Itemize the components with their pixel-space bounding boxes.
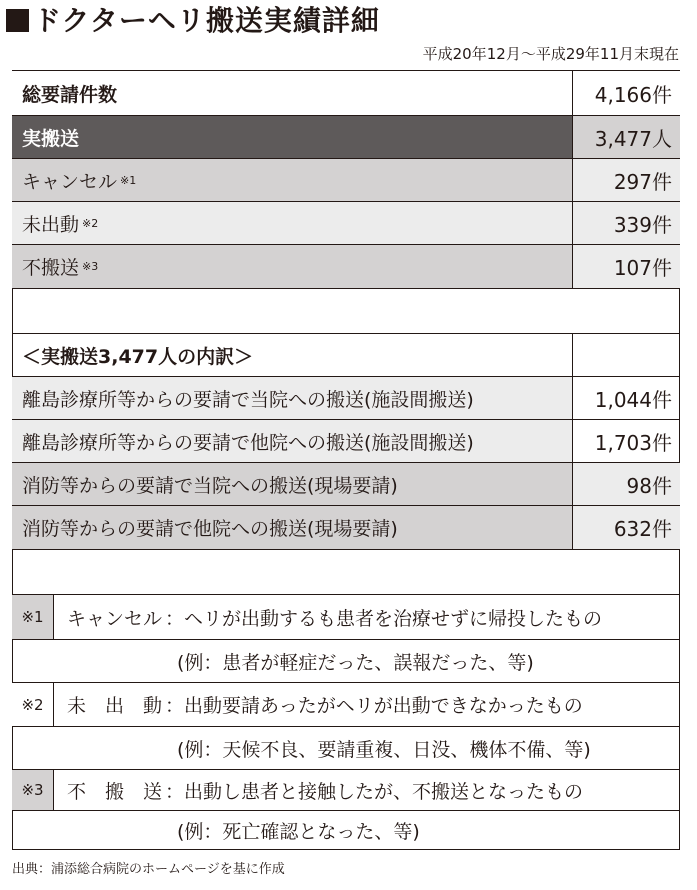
breakdown-heading: ＜実搬送3,477人の内訳＞: [12, 334, 572, 377]
page-title: [6, 2, 380, 40]
note-ref: ※2: [82, 216, 99, 230]
note-definition: [67, 595, 602, 639]
table-row: [12, 377, 680, 420]
note-mark: ※1: [12, 595, 54, 639]
note-row: [12, 770, 680, 810]
note-row: [12, 683, 680, 726]
not-dispatched-label-text: 未出動: [22, 213, 80, 236]
note-example: (例：患者が軽症だった、誤報だった、等): [177, 651, 534, 674]
breakdown-value: 1,044件: [572, 377, 680, 420]
breakdown-label: 消防等からの要請で当院への搬送(現場要請): [12, 463, 572, 506]
not-dispatched-value: 339件: [572, 202, 680, 245]
cancel-label-text: キャンセル: [22, 170, 118, 193]
breakdown-value: 632件: [572, 506, 680, 550]
note-mark: ※3: [12, 770, 54, 810]
note-ref: ※1: [120, 173, 137, 187]
square-bullet-icon: [6, 9, 29, 32]
table-row: [12, 71, 680, 116]
table-row: [12, 159, 680, 202]
cancel-label: [12, 159, 572, 202]
table-row: [12, 245, 680, 289]
note-row: [12, 595, 680, 639]
transported-value: 3,477人: [572, 116, 680, 159]
note-definition: [67, 770, 583, 810]
breakdown-heading-value: [572, 334, 680, 377]
transported-label: 実搬送: [12, 116, 572, 159]
note-definition-text: ：出動し患者と接触したが、不搬送となったもの: [165, 780, 584, 803]
breakdown-value: 1,703件: [572, 420, 680, 463]
note-ref: ※3: [82, 260, 99, 273]
cancel-value: 297件: [572, 159, 680, 202]
source-note: 出典：浦添総合病院のホームページを基に作成: [12, 862, 285, 877]
note-definition: [67, 683, 583, 726]
table-row: [12, 202, 680, 245]
breakdown-value: 98件: [572, 463, 680, 506]
page-title-text: ドクターヘリ搬送実績詳細: [33, 4, 380, 37]
note-definition-text: ：ヘリが出動するも患者を治療せずに帰投したもの: [165, 607, 603, 630]
total-label: 総要請件数: [12, 71, 572, 116]
note-term: キャンセル: [67, 607, 163, 630]
note-mark: ※2: [12, 683, 54, 726]
breakdown-label: 離島診療所等からの要請で当院への搬送(施設間搬送): [12, 377, 572, 420]
note-example: (例：天候不良、要請重複、日没、機体不備、等): [177, 738, 591, 761]
breakdown-label: 消防等からの要請で他院への搬送(現場要請): [12, 506, 572, 550]
table-row: [12, 116, 680, 159]
not-transported-value: 107件: [572, 245, 680, 289]
table-row: [12, 506, 680, 550]
note-row: [12, 727, 680, 769]
table-row: [12, 463, 680, 506]
note-row: [12, 640, 680, 682]
not-transported-label-text: 不搬送: [22, 257, 80, 279]
note-row: [12, 811, 680, 849]
breakdown-label: 離島診療所等からの要請で他院への搬送(施設間搬送): [12, 420, 572, 463]
total-value: 4,166件: [572, 71, 680, 116]
note-term: 不 搬 送: [67, 780, 163, 803]
not-dispatched-label: [12, 202, 572, 245]
note-definition-text: ：出動要請あったがヘリが出動できなかったもの: [165, 695, 583, 717]
period-note: 平成20年12月〜平成29年11月末現在: [422, 45, 679, 63]
not-transported-label: [12, 245, 572, 289]
table-row: [12, 334, 680, 377]
note-example: (例：死亡確認となった、等): [177, 820, 420, 843]
note-term: 未 出 動: [67, 695, 163, 717]
table-row: [12, 420, 680, 463]
